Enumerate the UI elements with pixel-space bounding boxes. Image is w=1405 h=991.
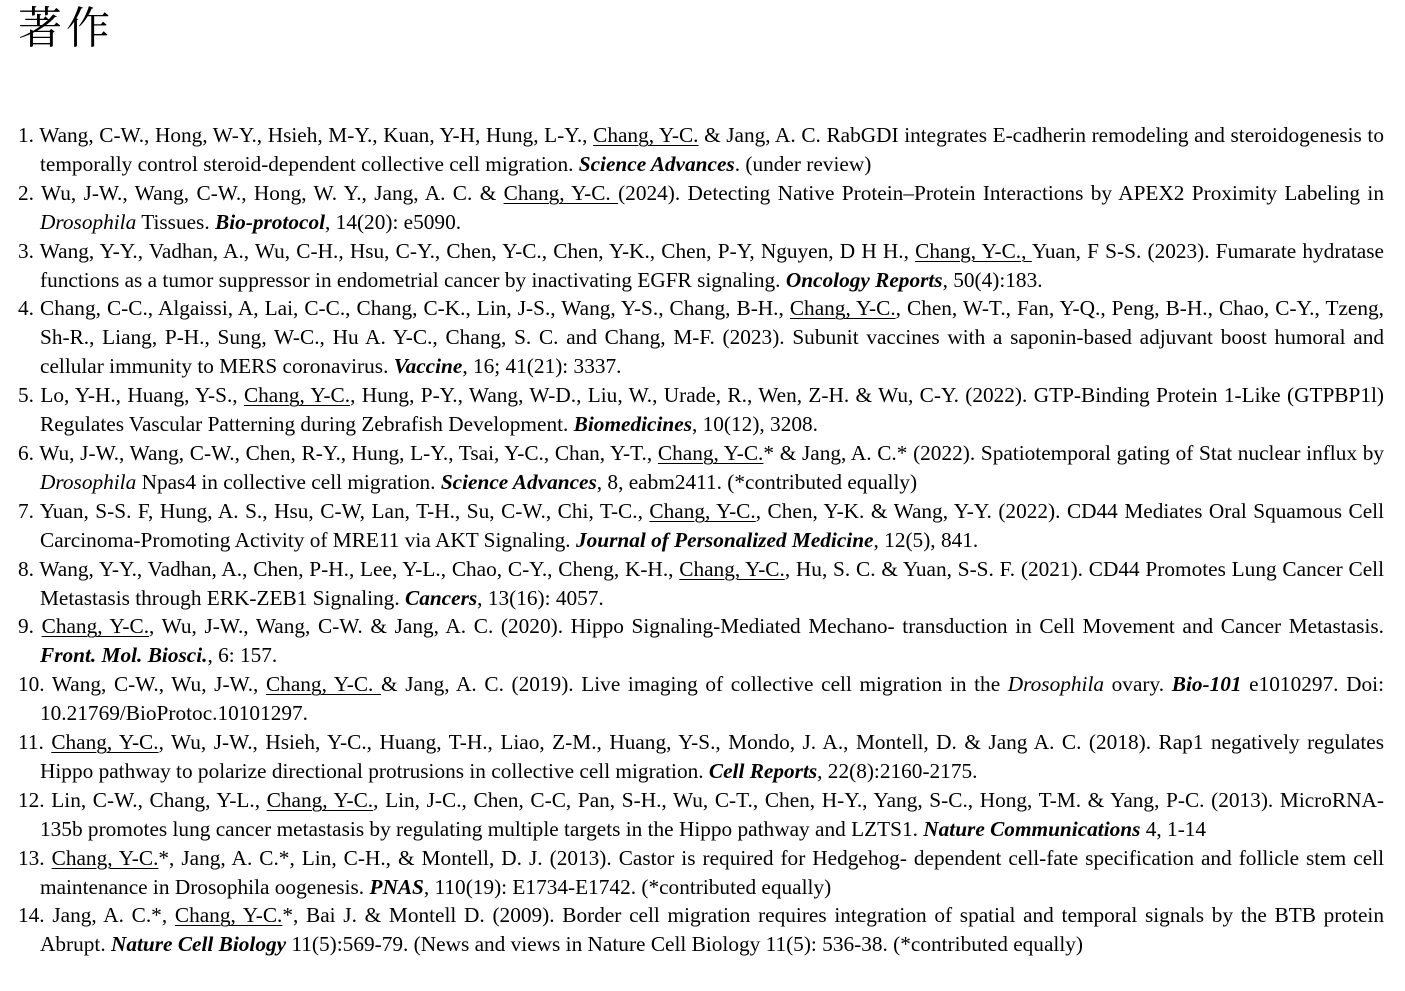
publication-item (18, 237, 1390, 295)
citation-text: , 13(16): 4057. (477, 585, 604, 610)
highlighted-author: Chang, Y-C. (51, 730, 159, 755)
highlighted-author: Chang, Y-C. (503, 180, 619, 205)
publication-item (18, 555, 1390, 613)
citation-text: Lin, C-W., Chang, Y-L., (51, 787, 267, 812)
italic-term: Drosophila (40, 469, 137, 494)
journal-name: Science Advances (440, 469, 597, 494)
citation-text: ovary. (1104, 672, 1172, 697)
journal-name: Biomedicines (573, 412, 692, 437)
citation-text: Tissues. (136, 209, 215, 234)
journal-name: Nature Cell Biology (110, 932, 287, 957)
citation-text: Yuan, S-S. F, Hung, A. S., Hsu, C-W, Lan, T-H., Su, C-W., Chi, T-C., (39, 498, 650, 523)
citation-text: , 16; 41(21): 3337. (462, 354, 622, 379)
citation-text: , Chen, W-T., Fan, Y-Q., Peng, B-H., Chao, C-Y., Tzeng, Sh-R., Liang, P-H., Sung, W-C., Hu A. Y-C., Chang, S. C. and Chang, M-F. (2023). Subunit vaccines with a saponin-based adjuvant boost humoral and cellular immunity to MERS coronavirus. (40, 296, 1390, 379)
journal-name: Front. Mol. Biosci. (40, 643, 208, 668)
publication-item (18, 294, 1390, 381)
publication-number: 2. (18, 180, 41, 205)
citation-text: Wang, Y-Y., Vadhan, A., Wu, C-H., Hsu, C-Y., Chen, Y-C., Chen, Y-K., Chen, P-Y, Nguyen, D H H., (39, 238, 916, 263)
journal-name: Bio-101 (1171, 672, 1242, 697)
citation-text: , 12(5), 841. (873, 527, 979, 552)
citation-text: , 50(4):183. (942, 267, 1043, 292)
highlighted-author: Chang, Y-C. (174, 903, 283, 928)
citation-text: Wang, C-W., Wu, J-W., (51, 672, 266, 697)
publication-item (18, 728, 1390, 786)
journal-name: Nature Communications (923, 816, 1141, 841)
publication-number: 9. (18, 614, 42, 639)
publication-number: 1. (18, 123, 40, 147)
highlighted-author: Chang, Y-C., (915, 238, 1032, 263)
publication-number: 8. (18, 556, 40, 581)
publication-item (18, 121, 1390, 179)
journal-name: Cancers (404, 585, 478, 610)
citation-text: Wu, J-W., Wang, C-W., Chen, R-Y., Hung, L-Y., Tsai, Y-C., Chan, Y-T., (39, 440, 658, 465)
publication-number: 14. (18, 903, 53, 928)
citation-text: , Hung, P-Y., Wang, W-D., Liu, W., Urade, R., Wen, Z-H. & Wu, C-Y. (2022). GTP-Binding Protein 1-Like (GTPBP1l) Regulates Vascular Patterning during Zebrafish Development. (40, 383, 1390, 437)
journal-name: Journal of Personalized Medicine (575, 527, 874, 552)
publication-item (18, 497, 1390, 555)
citation-text: , 22(8):2160-2175. (817, 758, 978, 783)
journal-name: Cell Reports (708, 758, 818, 783)
citation-text: , Wu, J-W., Wang, C-W. & Jang, A. C. (2020). Hippo Signaling-Mediated Mechano- transduction in Cell Movement and Cancer Metastasis. (149, 614, 1390, 639)
citation-text: *, Jang, A. C.*, Lin, C-H., & Montell, D. J. (2013). Castor is required for Hedgehog- dependent cell-fate specification and follicle stem cell maintenance in Drosophila oogenesis. (40, 845, 1390, 899)
italic-term: Drosophila (40, 209, 137, 234)
publication-number: 13. (18, 845, 52, 870)
citation-text: *, Bai J. & Montell D. (2009). Border cell migration requires integration of spatial and temporal signals by the BTB protein Abrupt. (40, 903, 1389, 957)
citation-text: (2024). Detecting Native Protein–Protein Interactions by APEX2 Proximity Labeling in (618, 180, 1390, 205)
journal-name: Vaccine (393, 354, 463, 379)
publication-item (18, 901, 1389, 959)
citation-text: , 10(12), 3208. (691, 412, 818, 437)
citation-text: , Wu, J-W., Hsieh, Y-C., Huang, T-H., Liao, Z-M., Huang, Y-S., Mondo, J. A., Montell, D. & Jang A. C. (2018). Rap1 negatively regulates Hippo pathway to polarize directional protrusions in collective cell migration. (40, 730, 1390, 783)
citation-text: Lo, Y-H., Huang, Y-S., (40, 383, 244, 408)
page-title: 著作 (18, 3, 114, 54)
journal-name: PNAS (369, 874, 424, 899)
publication-number: 5. (18, 383, 41, 408)
highlighted-author: Chang, Y-C. (265, 672, 382, 697)
citation-text: , 14(20): e5090. (325, 209, 462, 234)
citation-text: . (under review) (734, 151, 872, 176)
highlighted-author: Chang, Y-C. (649, 498, 756, 523)
highlighted-author: Chang, Y-C. (243, 383, 351, 408)
publication-item (18, 786, 1384, 844)
highlighted-author: Chang, Y-C. (789, 296, 896, 321)
citation-text: 4, 1-14 (1140, 816, 1207, 841)
citation-text: Yuan, F S-S. (2023). Fumarate hydratase functions as a tumor suppressor in endometrial cancer by inactivating EGFR signaling. (40, 238, 1390, 292)
citation-text: e1010297. Doi: 10.21769/BioProtoc.10101297. (40, 672, 1390, 726)
highlighted-author: Chang, Y-C. (51, 845, 159, 870)
highlighted-author: Chang, Y-C. (593, 123, 699, 147)
citation-text: , 8, eabm2411. (*contributed equally) (596, 469, 918, 494)
journal-name: Oncology Reports (785, 267, 943, 292)
highlighted-author: Chang, Y-C. (657, 440, 764, 465)
publication-number: 3. (18, 238, 40, 263)
highlighted-author: Chang, Y-C. (679, 556, 785, 581)
publication-item (18, 612, 1390, 670)
citation-text: Wu, J-W., Wang, C-W., Hong, W. Y., Jang, A. C. & (40, 180, 504, 205)
publication-number: 4. (18, 296, 40, 321)
publication-number: 10. (18, 672, 52, 697)
publication-item (18, 844, 1390, 902)
citation-text: * & Jang, A. C.* (2022). Spatiotemporal gating of Stat nuclear influx by (763, 440, 1390, 465)
citation-text: Npas4 in collective cell migration. (136, 469, 441, 494)
highlighted-author: Chang, Y-C. (41, 614, 150, 639)
citation-text: & Jang, A. C. RabGDI integrates E-cadherin remodeling and steroidogenesis to temporally control steroid-dependent collective cell migration. (40, 123, 1390, 176)
journal-name: Science Advances (578, 151, 735, 176)
italic-term: Drosophila (1007, 672, 1105, 697)
publication-item (18, 439, 1390, 497)
citation-text: , Chen, Y-K. & Wang, Y-Y. (2022). CD44 Mediates Oral Squamous Cell Carcinoma-Promoting Activity of MRE11 via AKT Signaling. (40, 498, 1390, 552)
publication-item (18, 381, 1390, 439)
citation-text: , Hu, S. C. & Yuan, S-S. F. (2021). CD44 Promotes Lung Cancer Cell Metastasis through ERK-ZEB1 Signaling. (40, 556, 1390, 610)
publication-list (18, 121, 1390, 959)
journal-name: Bio-protocol (214, 209, 326, 234)
publication-number: 7. (18, 498, 40, 523)
citation-text: , 110(19): E1734-E1742. (*contributed equally) (423, 874, 832, 899)
citation-text: Jang, A. C.*, (52, 903, 175, 928)
citation-text: Wang, Y-Y., Vadhan, A., Chen, P-H., Lee, Y-L., Chao, C-Y., Cheng, K-H., (39, 556, 680, 581)
citation-text: Wang, C-W., Hong, W-Y., Hsieh, M-Y., Kuan, Y-H, Hung, L-Y., (39, 123, 594, 147)
publication-item (18, 179, 1390, 237)
citation-text: , 6: 157. (207, 643, 278, 668)
citation-text: , Lin, J-C., Chen, C-C, Pan, S-H., Wu, C-T., Chen, H-Y., Yang, S-C., Hong, T-M. & Yang, P-C. (2013). MicroRNA-135b promotes lung cancer metastasis by regulating multiple targets in the Hippo pathway and LZTS1. (40, 787, 1384, 841)
publication-number: 6. (18, 440, 40, 465)
publication-item (18, 670, 1390, 728)
publication-number: 12. (18, 787, 52, 812)
citation-text: Chang, C-C., Algaissi, A, Lai, C-C., Chang, C-K., Lin, J-S., Wang, Y-S., Chang, B-H., (40, 296, 790, 321)
highlighted-author: Chang, Y-C. (266, 787, 374, 812)
publication-number: 11. (18, 730, 52, 755)
citation-text: 11(5):569-79. (News and views in Nature Cell Biology 11(5): 536-38. (*contributed equally) (286, 932, 1083, 957)
citation-text: & Jang, A. C. (2019). Live imaging of collective cell migration in the (381, 672, 1008, 697)
